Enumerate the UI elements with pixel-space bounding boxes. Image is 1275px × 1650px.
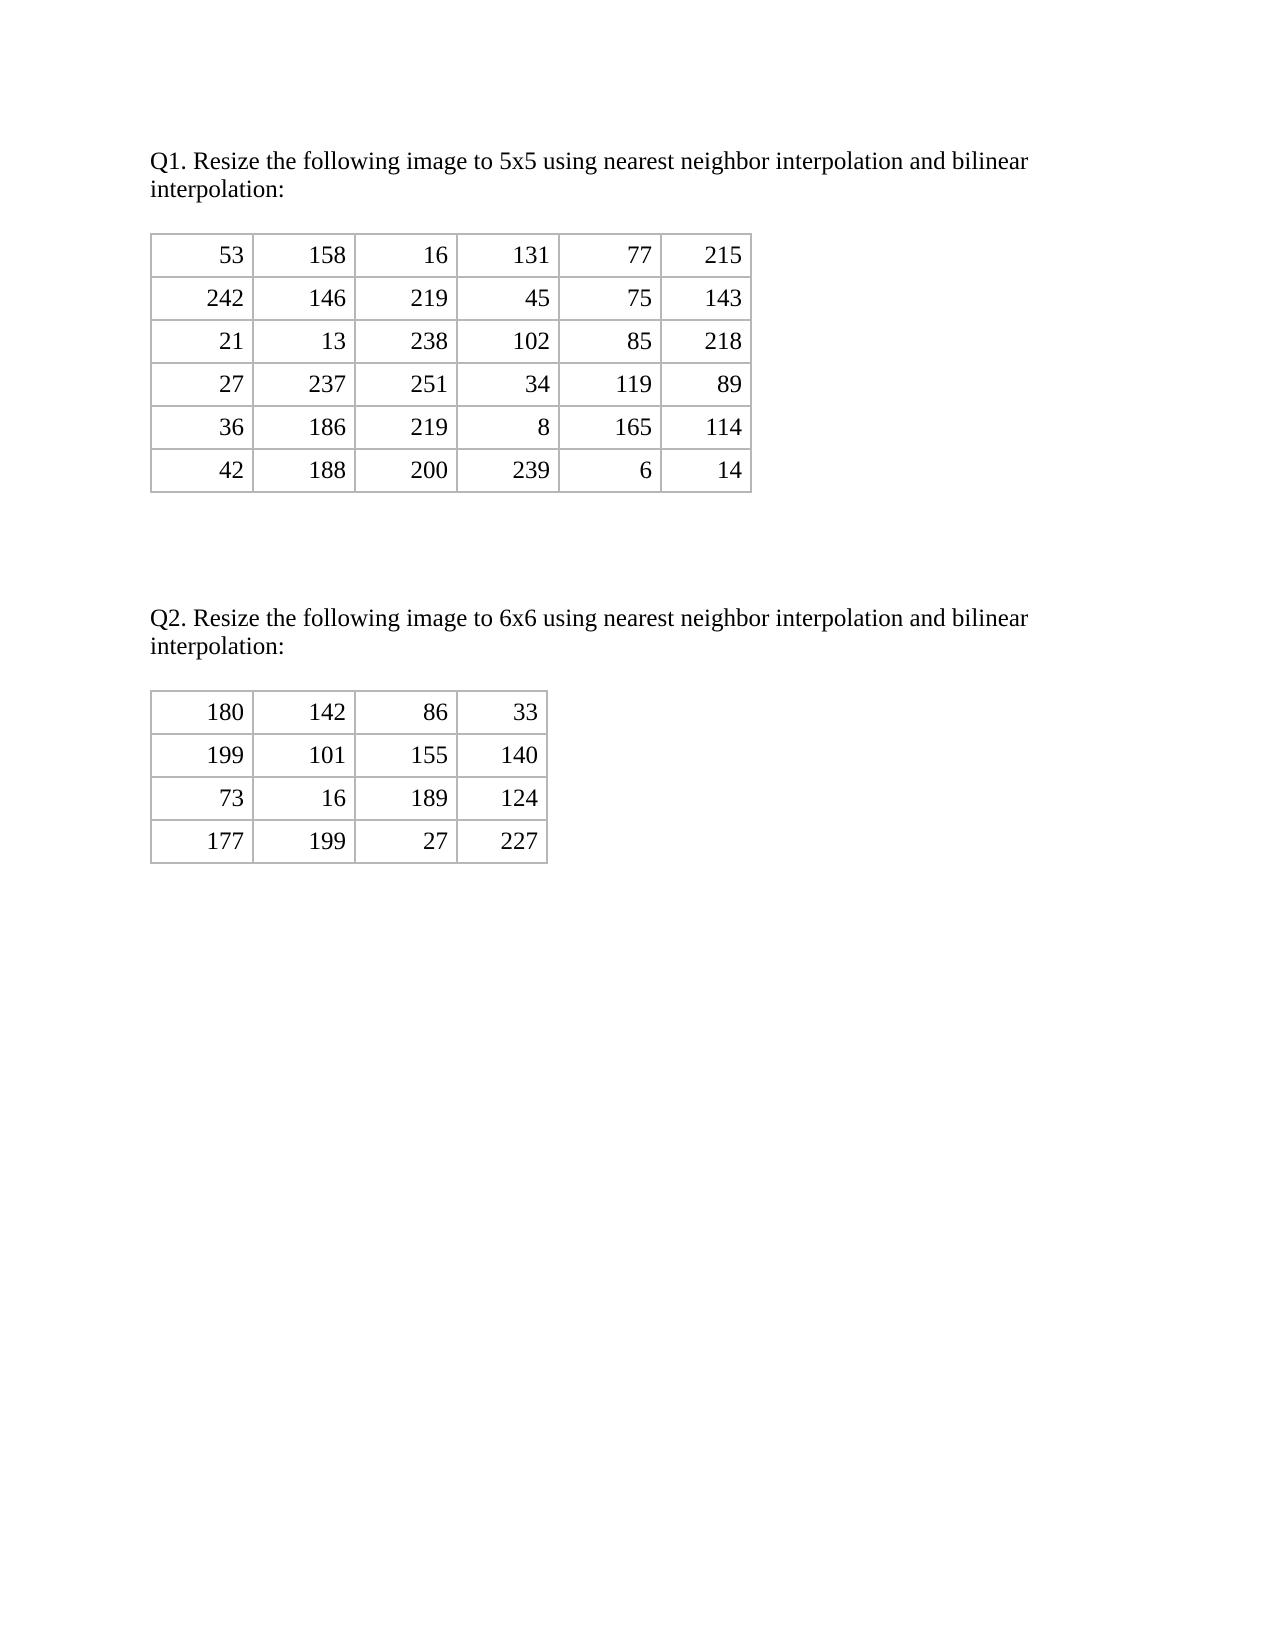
- matrix-cell: 27: [151, 363, 253, 406]
- matrix-cell: 77: [559, 234, 661, 277]
- matrix-cell: 114: [661, 406, 751, 449]
- question-2: [150, 605, 1050, 864]
- matrix-cell: 251: [355, 363, 457, 406]
- matrix-cell: 45: [457, 277, 559, 320]
- matrix-cell: 27: [355, 820, 457, 863]
- matrix-cell: 242: [151, 277, 253, 320]
- matrix-cell: 13: [253, 320, 355, 363]
- matrix-row: [151, 320, 751, 363]
- matrix-cell: 219: [355, 277, 457, 320]
- question-1-text: Q1. Resize the following image to 5x5 using nearest neighbor interpolation and bilinear interpolation:: [150, 148, 1029, 203]
- matrix-cell: 119: [559, 363, 661, 406]
- matrix-cell: 188: [253, 449, 355, 492]
- matrix-cell: 6: [559, 449, 661, 492]
- matrix-row: [151, 820, 547, 863]
- matrix-cell: 186: [253, 406, 355, 449]
- matrix-cell: 218: [661, 320, 751, 363]
- matrix-cell: 142: [253, 691, 355, 734]
- matrix-cell: 75: [559, 277, 661, 320]
- matrix-cell: 131: [457, 234, 559, 277]
- matrix-cell: 36: [151, 406, 253, 449]
- matrix-cell: 86: [355, 691, 457, 734]
- matrix-cell: 143: [661, 277, 751, 320]
- matrix-cell: 155: [355, 734, 457, 777]
- matrix-cell: 21: [151, 320, 253, 363]
- question-2-text: Q2. Resize the following image to 6x6 using nearest neighbor interpolation and bilinear interpolation:: [150, 605, 1029, 660]
- matrix-row: [151, 734, 547, 777]
- matrix-row: [151, 363, 751, 406]
- matrix-row: [151, 691, 547, 734]
- matrix-cell: 165: [559, 406, 661, 449]
- matrix-cell: 33: [457, 691, 547, 734]
- matrix-row: [151, 777, 547, 820]
- matrix-cell: 89: [661, 363, 751, 406]
- matrix-cell: 189: [355, 777, 457, 820]
- question-1: [150, 148, 1050, 493]
- matrix-cell: 8: [457, 406, 559, 449]
- question-2-matrix: [150, 690, 548, 864]
- matrix-cell: 238: [355, 320, 457, 363]
- matrix-cell: 42: [151, 449, 253, 492]
- matrix-cell: 219: [355, 406, 457, 449]
- matrix-cell: 102: [457, 320, 559, 363]
- matrix-row: [151, 406, 751, 449]
- matrix-cell: 215: [661, 234, 751, 277]
- matrix-cell: 53: [151, 234, 253, 277]
- matrix-cell: 199: [151, 734, 253, 777]
- matrix-cell: 16: [253, 777, 355, 820]
- matrix-cell: 227: [457, 820, 547, 863]
- matrix-row: [151, 449, 751, 492]
- matrix-cell: 85: [559, 320, 661, 363]
- matrix-cell: 16: [355, 234, 457, 277]
- matrix-cell: 140: [457, 734, 547, 777]
- matrix-cell: 239: [457, 449, 559, 492]
- matrix-cell: 237: [253, 363, 355, 406]
- matrix-cell: 180: [151, 691, 253, 734]
- matrix-cell: 124: [457, 777, 547, 820]
- matrix-cell: 14: [661, 449, 751, 492]
- matrix-cell: 199: [253, 820, 355, 863]
- matrix-cell: 158: [253, 234, 355, 277]
- matrix-cell: 177: [151, 820, 253, 863]
- matrix-cell: 200: [355, 449, 457, 492]
- question-1-matrix-body: [151, 234, 751, 492]
- matrix-cell: 34: [457, 363, 559, 406]
- matrix-row: [151, 277, 751, 320]
- matrix-cell: 146: [253, 277, 355, 320]
- matrix-row: [151, 234, 751, 277]
- matrix-cell: 101: [253, 734, 355, 777]
- question-2-matrix-body: [151, 691, 547, 863]
- question-1-matrix: [150, 233, 752, 493]
- matrix-cell: 73: [151, 777, 253, 820]
